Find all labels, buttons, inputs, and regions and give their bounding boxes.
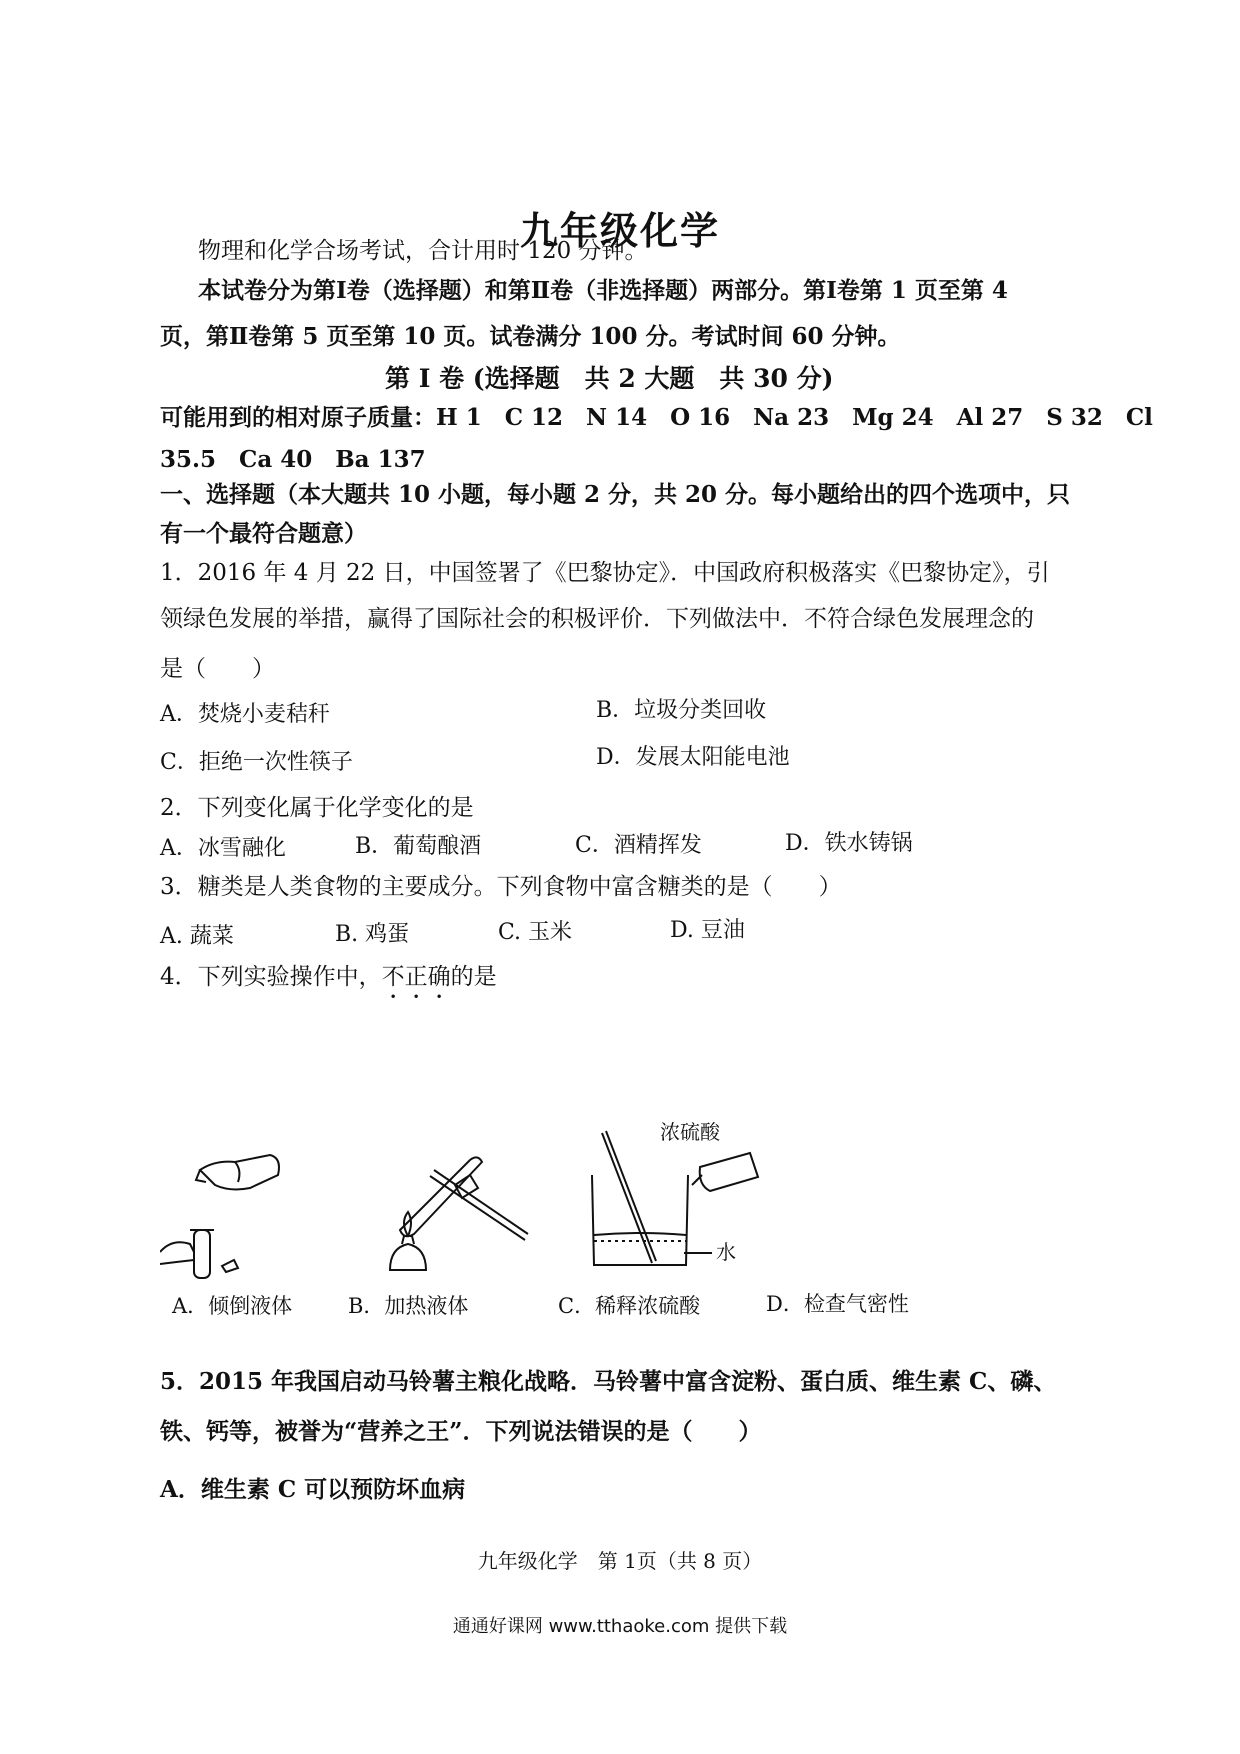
q2-option-d: D．铁水铸锅 — [785, 831, 913, 856]
q1-line-3: 是（ ） — [160, 656, 275, 682]
diluting-acid-figure — [580, 1115, 770, 1280]
q4-stem-emphasis: 不正确 — [381, 964, 451, 990]
label-water: 水 — [716, 1240, 736, 1264]
q4-stem — [160, 962, 497, 1004]
q5-line-1: 5．2015 年我国启动马铃薯主粮化战略．马铃薯中富含淀粉、蛋白质、维生素 C、磷、 — [160, 1368, 1057, 1395]
section-title: 第 Ⅰ 卷 (选择题 共 2 大题 共 30 分) — [385, 364, 834, 393]
q2-stem: 2．下列变化属于化学变化的是 — [160, 795, 474, 821]
q4-caption-c: C．稀释浓硫酸 — [558, 1294, 701, 1318]
q4-figures — [160, 1120, 1060, 1320]
q1-option-d: D．发展太阳能电池 — [596, 745, 790, 770]
q3-option-c: C. 玉米 — [498, 920, 573, 945]
intro-line-2: 本试卷分为第Ⅰ卷（选择题）和第Ⅱ卷（非选择题）两部分。第Ⅰ卷第 1 页至第 4 — [198, 277, 1008, 304]
intro-line-1: 物理和化学合场考试，合计用时 120 分钟。 — [198, 238, 648, 264]
q3-stem: 3．糖类是人类食物的主要成分。下列食物中富含糖类的是（ ） — [160, 874, 842, 900]
page-footer: 九年级化学 第 1页（共 8 页） — [477, 1549, 763, 1573]
q4-caption-b: B．加热液体 — [348, 1294, 469, 1318]
intro-line-3: 页，第Ⅱ卷第 5 页至第 10 页。试卷满分 100 分。考试时间 60 分钟。 — [160, 323, 901, 350]
heating-liquid-figure — [360, 1130, 540, 1280]
q1-line-1: 1．2016 年 4 月 22 日，中国签署了《巴黎协定》．中国政府积极落实《巴黎协定》，引 — [160, 560, 1050, 586]
q2-option-c: C．酒精挥发 — [575, 833, 702, 858]
q4-stem-pre: 4．下列实验操作中， — [160, 964, 382, 990]
part-one-line-1: 一、选择题（本大题共 10 小题，每小题 2 分，共 20 分。每小题给出的四个选项中，只 — [160, 481, 1071, 508]
q2-option-b: B．葡萄酿酒 — [355, 834, 482, 859]
label-concentrated-acid: 浓硫酸 — [660, 1120, 720, 1144]
q4-caption-a: A．倾倒液体 — [172, 1294, 293, 1318]
q4-caption-d: D．检查气密性 — [766, 1292, 909, 1316]
atomic-mass-line-1: 可能用到的相对原子质量：H 1 C 12 N 14 O 16 Na 23 Mg 24 Al 27 S 32 Cl — [160, 404, 1153, 431]
q4-stem-post: 的是 — [450, 964, 497, 990]
page-title: 九年级化学 — [519, 208, 720, 253]
atomic-mass-line-2: 35.5 Ca 40 Ba 137 — [160, 446, 426, 473]
q1-line-2: 领绿色发展的举措，赢得了国际社会的积极评价．下列做法中．不符合绿色发展理念的 — [160, 606, 1034, 632]
q2-option-a: A．冰雪融化 — [160, 836, 286, 861]
q3-option-b: B. 鸡蛋 — [335, 922, 410, 947]
q5-line-2: 铁、钙等，被誉为“营养之王”．下列说法错误的是（ ） — [160, 1418, 762, 1445]
q3-option-a: A. 蔬菜 — [160, 924, 234, 949]
q1-option-a: A．焚烧小麦秸秆 — [160, 702, 330, 727]
download-watermark: 通通好课网 www.tthaoke.com 提供下载 — [452, 1616, 788, 1637]
part-one-line-2: 有一个最符合题意） — [160, 520, 367, 547]
q1-option-b: B．垃圾分类回收 — [596, 698, 767, 723]
q1-option-c: C．拒绝一次性筷子 — [160, 750, 353, 775]
q5-option-a: A．维生素 C 可以预防坏血病 — [160, 1476, 466, 1503]
q3-option-d: D. 豆油 — [670, 918, 745, 943]
pouring-liquid-figure — [160, 1140, 300, 1280]
